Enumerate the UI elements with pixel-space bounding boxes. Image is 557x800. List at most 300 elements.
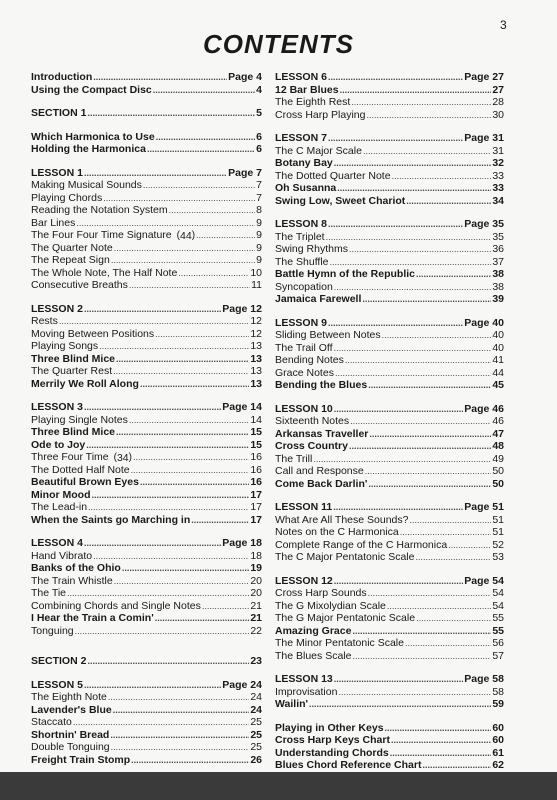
entry-title: LESSON 8 bbox=[275, 218, 327, 230]
entry-page: 13 bbox=[250, 352, 262, 365]
dot-leader bbox=[196, 229, 255, 242]
entry-page: 30 bbox=[492, 108, 504, 121]
toc-entry bbox=[275, 256, 504, 269]
dot-leader bbox=[334, 281, 492, 294]
toc-entry bbox=[275, 109, 504, 122]
toc-entry bbox=[31, 612, 262, 625]
entry-title: Three Four Time bbox=[31, 451, 109, 463]
dot-leader bbox=[334, 342, 492, 355]
entry-title: Jamaica Farewell bbox=[275, 293, 362, 305]
entry-page: 19 bbox=[250, 562, 262, 574]
entry-title: LESSON 6 bbox=[275, 71, 327, 83]
entry-title: The Shuffle bbox=[275, 255, 329, 268]
toc-entry bbox=[275, 734, 504, 747]
entry-page: Page 46 bbox=[464, 402, 504, 415]
entry-page: Page 24 bbox=[222, 678, 262, 691]
dot-leader bbox=[313, 453, 491, 466]
toc-heading bbox=[31, 71, 262, 84]
toc-section bbox=[31, 131, 262, 156]
dot-leader bbox=[391, 734, 491, 747]
entry-page: 15 bbox=[250, 438, 262, 451]
entry-page: 50 bbox=[492, 477, 504, 490]
dot-leader bbox=[140, 378, 249, 391]
dot-leader bbox=[334, 403, 464, 416]
entry-page: 59 bbox=[492, 698, 504, 710]
dot-leader bbox=[155, 612, 250, 625]
entry-page: 49 bbox=[492, 452, 504, 465]
dot-leader bbox=[345, 354, 491, 367]
dot-leader bbox=[73, 716, 249, 729]
dot-leader bbox=[113, 365, 249, 378]
dot-leader bbox=[362, 293, 491, 306]
entry-page: 24 bbox=[250, 691, 262, 703]
entry-title: Reading the Notation System bbox=[31, 204, 168, 216]
entry-title: LESSON 2 bbox=[31, 302, 83, 315]
dot-leader bbox=[334, 673, 464, 686]
entry-page: 50 bbox=[492, 465, 504, 477]
entry-page: 7 bbox=[256, 179, 262, 191]
time-signature-bottom: 4 bbox=[185, 230, 192, 242]
dot-leader bbox=[114, 242, 255, 255]
entry-page: 13 bbox=[250, 377, 262, 390]
dot-leader bbox=[382, 329, 492, 342]
entry-page: 25 bbox=[250, 741, 262, 753]
toc-entry bbox=[275, 157, 504, 170]
time-signature-top: 3 bbox=[116, 452, 123, 464]
dot-leader bbox=[99, 340, 249, 353]
toc-section bbox=[31, 303, 262, 391]
toc-entry bbox=[275, 231, 504, 244]
entry-page: 33 bbox=[492, 169, 504, 182]
dot-leader bbox=[415, 551, 491, 564]
dot-leader bbox=[103, 192, 255, 205]
entry-page: Page 58 bbox=[464, 673, 504, 685]
dot-leader bbox=[334, 575, 464, 588]
entry-page: 23 bbox=[250, 655, 262, 667]
dot-leader bbox=[405, 637, 491, 650]
entry-page: Page 51 bbox=[464, 501, 504, 513]
toc-heading bbox=[31, 167, 262, 180]
toc-entry bbox=[31, 729, 262, 742]
entry-page: Page 18 bbox=[222, 537, 262, 549]
dot-leader bbox=[122, 562, 249, 575]
entry-page: Page 14 bbox=[222, 401, 262, 413]
entry-page: 54 bbox=[492, 587, 504, 599]
entry-page: 22 bbox=[250, 624, 262, 637]
toc-heading bbox=[275, 218, 504, 231]
toc-entry bbox=[275, 465, 504, 478]
toc-entry bbox=[31, 704, 262, 717]
entry-page: 25 bbox=[250, 716, 262, 728]
entry-title: The Dotted Quarter Note bbox=[275, 169, 391, 182]
entry-page: 58 bbox=[492, 685, 504, 698]
toc-entry bbox=[31, 464, 262, 477]
toc-section bbox=[31, 679, 262, 767]
toc-entry bbox=[31, 741, 262, 754]
entry-title: Swing Low, Sweet Chariot bbox=[275, 194, 406, 207]
toc-entry bbox=[31, 328, 262, 341]
entry-page: 17 bbox=[250, 513, 262, 526]
dot-leader bbox=[76, 217, 255, 230]
dot-leader bbox=[131, 754, 249, 767]
toc-entry bbox=[275, 722, 504, 735]
toc-entry bbox=[275, 415, 504, 428]
dot-leader bbox=[349, 440, 491, 453]
entry-title: Which Harmonica to Use bbox=[31, 130, 155, 143]
toc-entry bbox=[31, 242, 262, 255]
entry-page: 8 bbox=[256, 204, 262, 216]
toc-entry bbox=[31, 587, 262, 600]
entry-page: 9 bbox=[256, 229, 262, 241]
entry-page: 9 bbox=[256, 216, 262, 229]
dot-leader bbox=[178, 267, 249, 280]
entry-page: 15 bbox=[250, 426, 262, 438]
entry-title: LESSON 5 bbox=[31, 678, 83, 691]
entry-page: 53 bbox=[492, 551, 504, 563]
entry-page: 44 bbox=[492, 366, 504, 379]
dot-leader bbox=[365, 465, 492, 478]
toc-entry bbox=[275, 329, 504, 342]
entry-page: 7 bbox=[256, 191, 262, 204]
dot-leader bbox=[113, 704, 250, 717]
entry-title: The Eighth Rest bbox=[275, 96, 351, 108]
dot-leader bbox=[309, 698, 491, 711]
toc-entry bbox=[275, 243, 504, 256]
toc-entry bbox=[275, 379, 504, 392]
entry-title: What Are All These Sounds? bbox=[275, 513, 409, 526]
entry-title: The Repeat Sign bbox=[31, 254, 110, 266]
dot-leader bbox=[143, 179, 255, 192]
dot-leader bbox=[387, 600, 491, 613]
toc-entry bbox=[275, 612, 504, 625]
dot-leader bbox=[67, 587, 249, 600]
entry-title: Holding the Harmonica bbox=[31, 143, 146, 155]
toc-entry bbox=[31, 414, 262, 427]
entry-page: Page 4 bbox=[228, 71, 262, 83]
toc-heading bbox=[275, 403, 504, 416]
toc-entry bbox=[31, 267, 262, 280]
entry-title: The Eighth Note bbox=[31, 691, 107, 703]
entry-title: Beautiful Brown Eyes bbox=[31, 476, 139, 488]
dot-leader bbox=[202, 600, 249, 613]
toc-entry bbox=[275, 354, 504, 367]
entry-title: Introduction bbox=[31, 71, 93, 83]
entry-title: Call and Response bbox=[275, 465, 364, 477]
toc-section bbox=[275, 218, 504, 306]
toc-section bbox=[275, 71, 504, 121]
toc-entry bbox=[31, 691, 262, 704]
entry-page: 32 bbox=[492, 157, 504, 169]
toc-entry bbox=[275, 650, 504, 663]
toc-heading bbox=[275, 673, 504, 686]
entry-page: 41 bbox=[492, 354, 504, 366]
entry-page: 9 bbox=[256, 254, 262, 266]
dot-leader bbox=[368, 587, 492, 600]
entry-title: Understanding Chords bbox=[275, 746, 389, 759]
toc-entry bbox=[275, 600, 504, 613]
toc-entry bbox=[275, 514, 504, 527]
entry-title: LESSON 10 bbox=[275, 402, 333, 415]
entry-page: 6 bbox=[256, 143, 262, 155]
entry-page: 40 bbox=[492, 329, 504, 341]
entry-title: Making Musical Sounds bbox=[31, 179, 142, 191]
toc-section bbox=[275, 317, 504, 392]
toc-section bbox=[275, 673, 504, 711]
entry-page: 25 bbox=[250, 728, 262, 741]
entry-title: The G Mixolydian Scale bbox=[275, 599, 386, 612]
dot-leader bbox=[129, 414, 249, 427]
dot-leader bbox=[84, 537, 221, 550]
toc-entry bbox=[275, 367, 504, 380]
dot-leader bbox=[87, 107, 255, 120]
dot-leader bbox=[351, 96, 491, 109]
toc-section bbox=[31, 167, 262, 292]
toc-column-right bbox=[275, 71, 504, 783]
entry-page: 60 bbox=[492, 734, 504, 746]
dot-leader bbox=[330, 256, 492, 269]
toc-entry bbox=[31, 600, 262, 613]
dot-leader bbox=[111, 741, 250, 754]
dot-leader bbox=[84, 167, 227, 180]
entry-title: The Tie bbox=[31, 587, 67, 599]
entry-title: Playing Chords bbox=[31, 191, 103, 204]
entry-page: 10 bbox=[250, 266, 262, 279]
dot-leader bbox=[328, 132, 463, 145]
entry-title: LESSON 12 bbox=[275, 574, 333, 587]
toc-entry bbox=[275, 453, 504, 466]
toc-entry bbox=[275, 281, 504, 294]
entry-title: Notes on the C Harmonica bbox=[275, 526, 399, 538]
dot-leader bbox=[169, 204, 256, 217]
entry-title: Three Blind Mice bbox=[31, 426, 116, 438]
toc-entry bbox=[275, 539, 504, 552]
entry-page: 35 bbox=[492, 230, 504, 243]
entry-page: 54 bbox=[492, 599, 504, 612]
entry-page: 4 bbox=[256, 83, 262, 96]
toc-entry bbox=[31, 353, 262, 366]
entry-page: 34 bbox=[492, 194, 504, 207]
dot-leader bbox=[392, 170, 492, 183]
toc-heading bbox=[275, 132, 504, 145]
toc-entry bbox=[31, 315, 262, 328]
toc-heading bbox=[275, 501, 504, 514]
dot-leader bbox=[338, 686, 491, 699]
entry-page: 14 bbox=[250, 413, 262, 426]
toc-entry bbox=[31, 204, 262, 217]
toc-entry bbox=[31, 192, 262, 205]
entry-title: LESSON 13 bbox=[275, 673, 333, 685]
entry-page: 5 bbox=[256, 107, 262, 119]
toc-entry bbox=[275, 268, 504, 281]
time-signature-bottom: 4 bbox=[122, 452, 129, 464]
toc-section bbox=[31, 655, 262, 668]
entry-title: The Trill bbox=[275, 452, 313, 465]
dot-leader bbox=[108, 691, 249, 704]
dot-leader bbox=[114, 575, 250, 588]
entry-title: Moving Between Positions bbox=[31, 327, 155, 340]
entry-title: Amazing Grace bbox=[275, 624, 352, 637]
scan-edge bbox=[0, 772, 557, 800]
entry-title: Playing in Other Keys bbox=[275, 721, 384, 734]
entry-title: The C Major Pentatonic Scale bbox=[275, 551, 415, 563]
entry-title: Improvisation bbox=[275, 685, 338, 698]
toc-section bbox=[31, 107, 262, 120]
toc-entry bbox=[275, 747, 504, 760]
entry-title: The Trail Off bbox=[275, 341, 333, 354]
entry-page: 26 bbox=[250, 753, 262, 766]
dot-leader bbox=[352, 650, 491, 663]
dot-leader bbox=[337, 182, 491, 195]
entry-title: The Four Four Time Signature bbox=[31, 229, 172, 241]
entry-title: Rests bbox=[31, 315, 58, 327]
entry-title: Syncopation bbox=[275, 280, 333, 293]
entry-title: Cross Harp Playing bbox=[275, 108, 366, 121]
dot-leader bbox=[133, 451, 249, 464]
entry-title: Bending the Blues bbox=[275, 379, 368, 391]
entry-page: 9 bbox=[256, 241, 262, 254]
entry-page: 13 bbox=[250, 365, 262, 377]
dot-leader bbox=[91, 489, 249, 502]
dot-leader bbox=[110, 729, 249, 742]
entry-title: Staccato bbox=[31, 716, 72, 728]
dot-leader bbox=[155, 328, 249, 341]
toc-entry bbox=[275, 637, 504, 650]
entry-page: 31 bbox=[492, 144, 504, 157]
dot-leader bbox=[88, 501, 249, 514]
entry-title: Sliding Between Notes bbox=[275, 329, 381, 341]
entry-title: LESSON 11 bbox=[275, 501, 333, 513]
toc-entry bbox=[275, 526, 504, 539]
entry-page: 27 bbox=[492, 83, 504, 96]
toc-entry bbox=[31, 550, 262, 563]
toc-entry bbox=[275, 342, 504, 355]
dot-leader bbox=[111, 254, 255, 267]
toc-entry bbox=[31, 489, 262, 502]
dot-leader bbox=[350, 415, 491, 428]
dot-leader bbox=[448, 539, 491, 552]
entry-page: 16 bbox=[250, 451, 262, 463]
entry-title: Bar Lines bbox=[31, 216, 76, 229]
entry-page: Page 35 bbox=[464, 218, 504, 230]
entry-title: Combining Chords and Single Notes bbox=[31, 599, 201, 612]
dot-leader bbox=[416, 612, 491, 625]
toc-entry bbox=[31, 754, 262, 767]
toc-entry bbox=[275, 686, 504, 699]
entry-title: Sixteenth Notes bbox=[275, 415, 350, 427]
toc-entry bbox=[275, 759, 504, 772]
toc-entry bbox=[31, 716, 262, 729]
entry-title: Lavender's Blue bbox=[31, 703, 112, 716]
dot-leader bbox=[385, 722, 492, 735]
entry-title: Grace Notes bbox=[275, 366, 334, 379]
dot-leader bbox=[363, 145, 491, 158]
toc-entry bbox=[31, 340, 262, 353]
entry-page: Page 54 bbox=[464, 574, 504, 587]
dot-leader bbox=[84, 679, 221, 692]
toc-entry bbox=[31, 365, 262, 378]
entry-title: I Hear the Train a Comin' bbox=[31, 612, 154, 624]
dot-leader bbox=[129, 279, 250, 292]
entry-title: The Quarter Rest bbox=[31, 365, 113, 377]
entry-page: 52 bbox=[492, 538, 504, 551]
toc-section bbox=[31, 71, 262, 96]
entry-page: 57 bbox=[492, 649, 504, 662]
dot-leader bbox=[368, 379, 491, 392]
entry-title: The G Major Pentatonic Scale bbox=[275, 612, 416, 624]
entry-title: Playing Songs bbox=[31, 340, 99, 352]
entry-title: Hand Vibrato bbox=[31, 549, 93, 562]
toc-entry bbox=[31, 279, 262, 292]
toc-entry bbox=[31, 179, 262, 192]
toc-entry: Three Four Time ( 34 ) ..... 16 bbox=[31, 451, 262, 464]
entry-page: 33 bbox=[492, 182, 504, 194]
entry-title: Cross Harp Sounds bbox=[275, 587, 367, 599]
toc-entry bbox=[275, 440, 504, 453]
entry-page: 36 bbox=[492, 243, 504, 255]
entry-page: 48 bbox=[492, 440, 504, 452]
entry-title: Three Blind Mice bbox=[31, 352, 116, 365]
toc-entry bbox=[275, 551, 504, 564]
toc-entry bbox=[275, 84, 504, 97]
entry-title: Ode to Joy bbox=[31, 438, 86, 451]
entry-page: 38 bbox=[492, 280, 504, 293]
toc-entry bbox=[275, 182, 504, 195]
entry-page: 46 bbox=[492, 415, 504, 427]
entry-title: Using the Compact Disc bbox=[31, 83, 152, 96]
entry-page: 37 bbox=[492, 255, 504, 268]
entry-page: 55 bbox=[492, 624, 504, 637]
entry-page: 12 bbox=[250, 315, 262, 327]
entry-page: 20 bbox=[250, 574, 262, 587]
entry-title: Oh Susanna bbox=[275, 182, 337, 194]
dot-leader bbox=[140, 476, 249, 489]
entry-page: 20 bbox=[250, 587, 262, 599]
toc-heading bbox=[31, 303, 262, 316]
toc-entry bbox=[31, 143, 262, 156]
entry-title: Arkansas Traveller bbox=[275, 427, 369, 440]
entry-title: The Quarter Note bbox=[31, 241, 113, 254]
entry-page: 11 bbox=[251, 279, 262, 291]
dot-leader bbox=[369, 428, 491, 441]
dot-leader bbox=[390, 747, 492, 760]
entry-page: 51 bbox=[492, 513, 504, 526]
entry-page: 16 bbox=[250, 463, 262, 476]
dot-leader bbox=[153, 84, 255, 97]
entry-page: Page 40 bbox=[464, 316, 504, 329]
toc-entry bbox=[31, 378, 262, 391]
toc-heading bbox=[31, 107, 262, 120]
entry-page: 16 bbox=[250, 476, 262, 488]
toc-section bbox=[275, 575, 504, 663]
dot-leader bbox=[409, 514, 491, 527]
toc-entry bbox=[31, 439, 262, 452]
entry-title: When the Saints go Marching in bbox=[31, 513, 191, 526]
dot-leader bbox=[328, 218, 463, 231]
toc-heading bbox=[31, 655, 262, 668]
toc-section bbox=[31, 401, 262, 526]
entry-page: 24 bbox=[250, 703, 262, 716]
dot-leader bbox=[191, 514, 249, 527]
entry-title: Botany Bay bbox=[275, 157, 333, 169]
entry-title: LESSON 1 bbox=[31, 166, 83, 179]
entry-page: 17 bbox=[250, 501, 262, 513]
dot-leader bbox=[352, 625, 491, 638]
dot-leader bbox=[326, 231, 492, 244]
entry-page: 17 bbox=[250, 488, 262, 501]
entry-title: LESSON 9 bbox=[275, 316, 327, 329]
dot-leader bbox=[334, 157, 492, 170]
toc-heading bbox=[31, 401, 262, 414]
